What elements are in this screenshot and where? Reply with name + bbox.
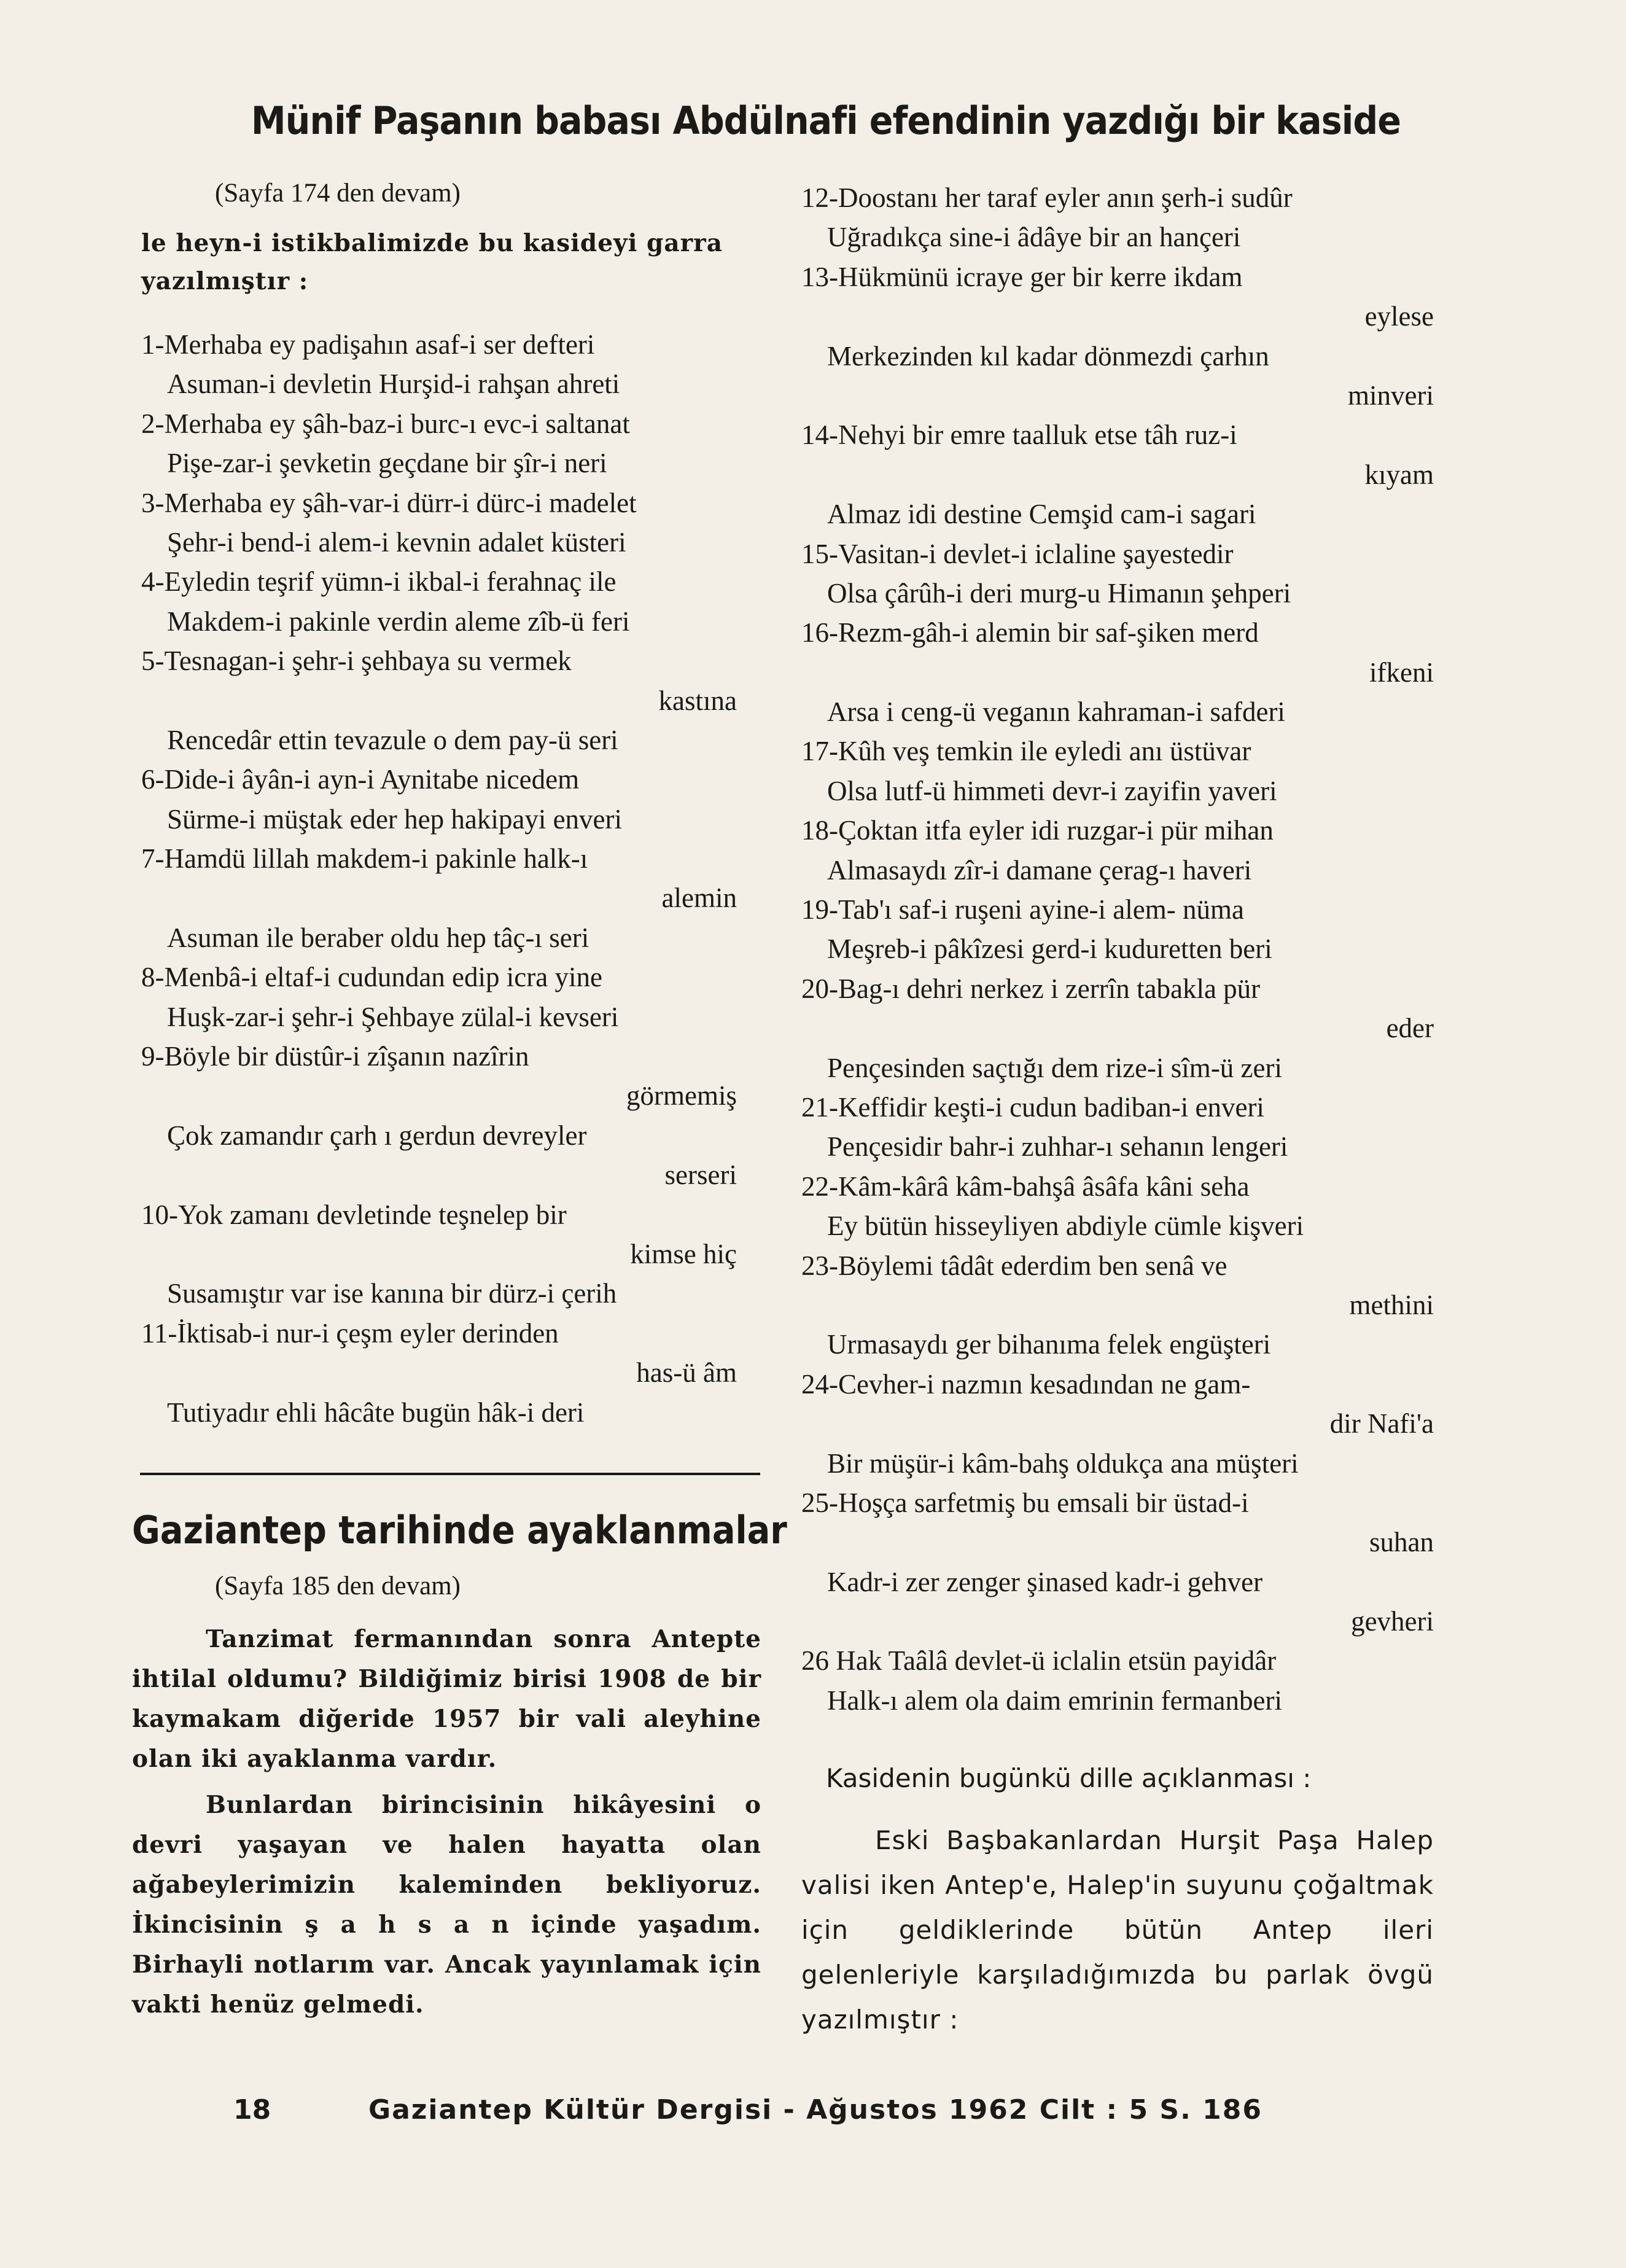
verse-line: 15-Vasitan-i devlet-i iclaline şayestedir [801,538,1234,569]
verse-line: Çok zamandır çarh ı gerdun devreyler [167,1120,587,1151]
verse-line: Arsa i ceng-ü veganın kahraman-i safderi [827,696,1285,728]
verse-line: Olsa lutf-ü himmeti devr-i zayifin yaveri [827,775,1277,806]
verse-line: 20-Bag-ı dehri nerkez i zerrîn tabakla pür [801,973,1261,1004]
verse-line: Susamıştır var ise kanına bir dürz-i çerih [167,1278,617,1309]
left-column [141,178,761,1432]
verse-line: Pençesidir bahr-i zuhhar-ı sehanın lengeri [827,1131,1288,1163]
verse-line: 9-Böyle bir düstûr-i zîşanın nazîrin [141,1041,529,1072]
verse-line: Tutiyadır ehli hâcâte bugün hâk-i deri [167,1397,585,1428]
verse-line: 8-Menbâ-i eltaf-i cudundan edip icra yine [141,962,602,993]
verse-line: Asuman-i devletin Hurşid-i rahşan ahreti [167,368,620,400]
verse-line: Olsa çârûh-i deri murg-u Himanın şehperi [827,577,1291,609]
article-paragraph: Tanzimat fermanından sonra Antepte ihtilal oldumu? Bildiğimiz birisi 1908 de bir kaymakam diğeride 1957 bir vali aleyhine olan iki ayaklanma vardır. [132,1625,761,1773]
verse-line: 5-Tesnagan-i şehr-i şehbaya su vermek [141,645,572,677]
verse-line: alemin [661,883,737,914]
verse-line: Urmasaydı ger bihanıma felek engüşteri [827,1329,1271,1360]
verse-line: Ey bütün hisseyliyen abdiyle cümle kişveri [827,1210,1304,1242]
article-paragraph: Bunlardan birincisinin hikâyesini o devri yaşayan ve halen hayatta olan ağabeylerimizin kaleminden bekliyoruz. İkincisinin ş a h s a n içinde yaşadım. Birhayli notlarım var. Ancak yayınlamak için vakti henüz gelmedi. [132,1791,761,2019]
verse-line: 23-Böylemi tâdât ederdim ben senâ ve [801,1250,1227,1281]
verse-line: serseri [664,1159,737,1191]
verse-line: Almasaydı zîr-i damane çerag-ı haveri [827,854,1252,886]
verse-line: 21-Keffidir keşti-i cudun badiban-i enveri [801,1091,1264,1123]
verse-line: 17-Kûh veş temkin ile eyledi anı üstüvar [801,736,1251,767]
verse-line: 10-Yok zamanı devletinde teşnelep bir [141,1199,567,1230]
verse-line: 16-Rezm-gâh-i alemin bir saf-şiken merd [801,617,1259,649]
verse-line: Bir müşür-i kâm-bahş oldukça ana müşteri [827,1448,1299,1479]
verse-line: Meşreb-i pâkîzesi gerd-i kuduretten beri [827,933,1272,965]
verse-line: eylese [1364,301,1434,332]
verse-line: 26 Hak Taâlâ devlet-ü iclalin etsün payidâr [801,1645,1277,1677]
verse-line: 22-Kâm-kârâ kâm-bahşâ âsâfa kâni seha [801,1171,1250,1202]
kaside-source-note: (Sayfa 174 den devam) [215,179,461,208]
verse-line: has-ü âm [636,1357,737,1389]
verse-line: 12-Doostanı her taraf eyler anın şerh-i sudûr [801,182,1293,213]
verse-line: 18-Çoktan itfa eyler idi ruzgar-i pür mihan [801,815,1274,846]
kaside-verses-right [801,178,1434,1720]
footer-journal: Gaziantep Kültür Dergisi - Ağustos 1962 Cilt : 5 S. 186 [368,2094,1262,2126]
verse-line: 19-Tab'ı saf-i ruşeni ayine-i alem- nüma [801,894,1244,926]
verse-line: Pişe-zar-i şevketin geçdane bir şîr-i neri [167,448,607,479]
verse-line: 3-Merhaba ey şâh-var-i dürr-i dürc-i madelet [141,487,637,518]
verse-line: Merkezinden kıl kadar dönmezdi çarhın [827,340,1269,372]
verse-line: Kadr-i zer zenger şinased kadr-i gehver [827,1566,1263,1597]
page-number: 18 [233,2094,271,2126]
verse-line: gevheri [1351,1606,1434,1637]
verse-line: dir Nafi'a [1329,1408,1434,1440]
right-column [801,178,1434,2042]
verse-line: 6-Dide-i âyân-i ayn-i Aynitabe nicedem [141,764,580,795]
verse-line: kimse hiç [630,1238,737,1269]
verse-line: Huşk-zar-i şehr-i Şehbaye zülal-i kevseri [167,1001,619,1032]
verse-line: 11-İktisab-i nur-i çeşm eyler derinden [141,1317,559,1349]
article-title: Gaziantep tarihinde ayaklanmalar [132,1508,787,1553]
verse-line: Almaz idi destine Cemşid cam-i sagari [827,499,1256,530]
verse-line: 1-Merhaba ey padişahın asaf-i ser defteri [141,329,595,360]
verse-line: methini [1349,1289,1434,1320]
verse-line: 2-Merhaba ey şâh-baz-i burc-ı evc-i saltanat [141,408,630,439]
explanation-title: Kasidenin bugünkü dille açıklanması : [826,1763,1312,1794]
verse-line: Makdem-i pakinle verdin aleme zîb-ü feri [167,606,630,637]
page-title: Münif Paşanın babası Abdülnafi efendinin yazdığı bir kaside [251,98,1401,143]
verse-line: 7-Hamdü lillah makdem-i pakinle halk-ı [141,843,588,875]
verse-line: 4-Eyledin teşrif yümn-i ikbal-i ferahnaç ile [141,566,617,598]
verse-line: 13-Hükmünü icraye ger bir kerre ikdam [801,261,1243,292]
kaside-verses-left [141,325,761,1432]
verse-line: Pençesinden saçtığı dem rize-i sîm-ü zeri [827,1052,1282,1083]
verse-line: eder [1386,1013,1434,1044]
section-divider [140,1473,760,1475]
kaside-intro: le heyn-i istikbalimizde bu kasideyi garra yazılmıştır : [141,229,723,295]
article-source-note: (Sayfa 185 den devam) [215,1572,461,1600]
verse-line: Rencedâr ettin tevazule o dem pay-ü seri [167,724,618,755]
explanation-text: Eski Başbakanlardan Hurşit Paşa Halep valisi iken Antep'e, Halep'in suyunu çoğaltmak için geldiklerinde bütün Antep ileri gelenleriyle karşıladığımızda bu parlak övgü yazılmıştır : [801,1825,1434,2035]
verse-line: görmemiş [626,1080,737,1112]
article-ayaklanmalar [132,1508,787,2025]
verse-line: 14-Nehyi bir emre taalluk etse tâh ruz-i [801,419,1237,451]
verse-line: Uğradıkça sine-i âdâye bir an hançeri [827,222,1241,253]
verse-line: suhan [1369,1527,1434,1558]
verse-line: minveri [1348,380,1434,411]
verse-line: ifkeni [1369,657,1434,688]
verse-line: kastına [658,685,737,716]
verse-line: Asuman ile beraber oldu hep tâç-ı seri [167,922,589,953]
verse-line: 24-Cevher-i nazmın kesadından ne gam- [801,1368,1251,1400]
verse-line: Şehr-i bend-i alem-i kevnin adalet küsteri [167,526,626,558]
verse-line: Halk-ı alem ola daim emrinin fermanberi [827,1685,1282,1716]
verse-line: Sürme-i müştak eder hep hakipayi enveri [167,803,623,835]
verse-line: 25-Hoşça sarfetmiş bu emsali bir üstad-i [801,1487,1249,1518]
verse-line: kıyam [1364,459,1434,490]
